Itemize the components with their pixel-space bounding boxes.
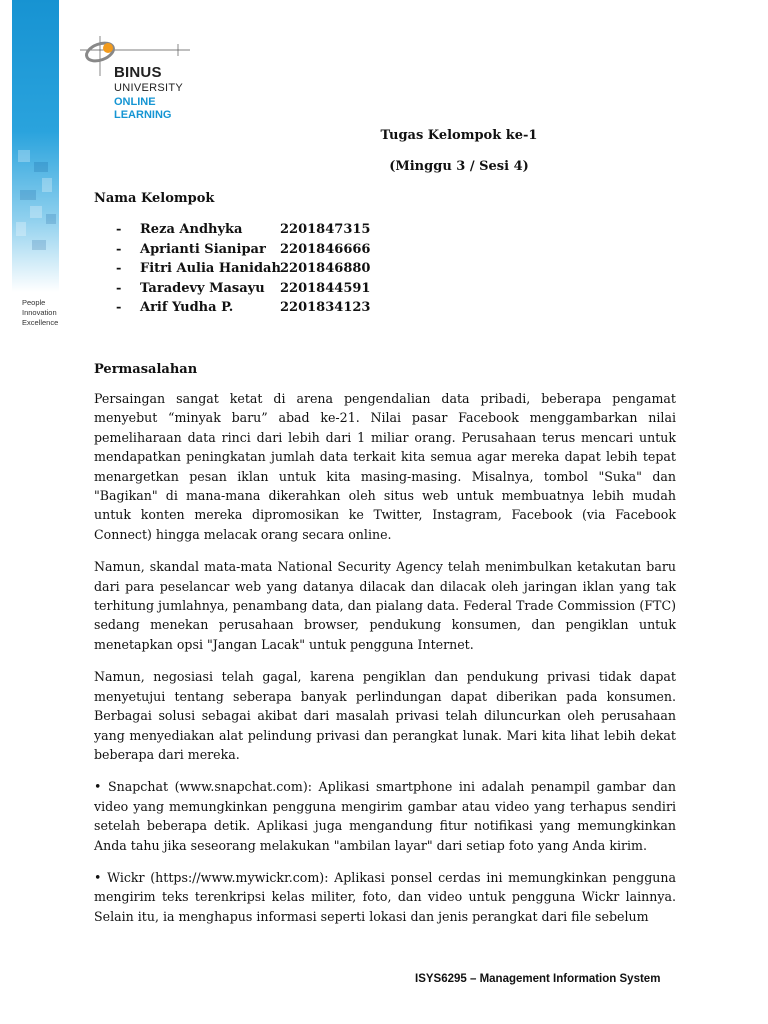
document-title: Tugas Kelompok ke-1 [380, 128, 538, 143]
member-id: 2201847315 [280, 222, 371, 237]
paragraph: Namun, skandal mata-mata National Security Agency telah menimbulkan ketakutan baru dari para peselancar web yang datanya dilacak dan dilacak oleh jaringan iklan yang tak terhitung jumlahnya, penambang data, dan pialang data. Federal Trade Commission (FTC) sedang menekan perusahaan browser, pendukung konsumen, dan pengiklan untuk menetapkan opsi "Jangan Lacak" untuk pengguna Internet. [94, 559, 676, 652]
member-row: - Arif Yudha P. 2201834123 [116, 300, 371, 315]
paragraph: Persaingan sangat ketat di arena pengendalian data pribadi, beberapa pengamat menyebut “minyak baru” abad ke-21. Nilai pasar Facebook menggambarkan nilai pemeliharaan data rinci dari lebih dari 1 miliar orang. Perusahaan terus mencari untuk mendapatkan peningkatan jumlah data terkait kita semua agar mereka dapat lebih tepat menargetkan pesan iklan untuk kita masing-masing. Misalnya, tombol "Suka" dan "Bagikan" di mana-mana dikerahkan oleh situs web untuk membuatnya lebih mudah untuk konten mereka dipromosikan ke Twitter, Instagram, Facebook (via Facebook Connect) hingga melacak orang secara online. [94, 391, 676, 542]
logo-university-text: UNIVERSITY [114, 82, 184, 94]
paragraph: • Snapchat (www.snapchat.com): Aplikasi smartphone ini adalah penampil gambar dan video yang memungkinkan pengguna mengirim gambar atau video yang terhapus sendiri setelah beberapa detik. Aplikasi juga mengandung fitur notifikasi yang memungkinkan Anda tahu jika seseorang melakukan "ambilan layar" dari setiap foto yang Anda kirim. [94, 779, 676, 853]
brand-sidebar-strip [12, 0, 59, 292]
footer-course: ISYS6295 – Management Information System [415, 973, 661, 985]
member-row: - Reza Andhyka 2201847315 [116, 222, 371, 237]
paragraph: Namun, negosiasi telah gagal, karena pengiklan dan pendukung privasi tidak dapat menyetujui tentang seberapa banyak perlindungan dapat diberikan pada konsumen. Berbagai solusi sebagai akibat dari masalah privasi telah diluncurkan oleh perusahaan yang menyediakan alat pelindung privasi dan perangkat lunak. Mari kita lihat lebih dekat beberapa dari mereka. [94, 669, 676, 762]
member-row: - Aprianti Sianipar 2201846666 [116, 241, 371, 257]
member-row: - Taradevy Masayu 2201844591 [116, 280, 371, 296]
member-id: 2201846880 [280, 261, 371, 276]
brand-tagline: People Innovation Excellence [22, 298, 59, 327]
group-label: Nama Kelompok [94, 191, 215, 206]
member-id: 2201834123 [280, 300, 371, 315]
member-row: - Fitri Aulia Hanidah2201846880 [116, 261, 371, 276]
member-name: Arif Yudha P. [140, 300, 234, 315]
document-subtitle: (Minggu 3 / Sesi 4) [389, 159, 529, 174]
logo-binus-text: BINUS [114, 64, 162, 81]
logo-online-text: ONLINE [114, 96, 156, 108]
paragraph: • Wickr (https://www.mywickr.com): Aplikasi ponsel cerdas ini memungkinkan pengguna mengirim teks terenkripsi kelas militer, foto, dan video untuk pengguna Wickr lainnya. Selain itu, ia menghapus informasi seperti lokasi dan jenis perangkat dari file sebelum [94, 869, 676, 924]
problem-body [94, 389, 676, 939]
member-list [116, 222, 370, 320]
binus-logo [78, 36, 193, 126]
member-name: Taradevy Masayu [140, 280, 265, 296]
member-id: 2201846666 [280, 241, 371, 257]
member-name: Aprianti Sianipar [140, 241, 266, 257]
logo-learning-text: LEARNING [114, 109, 172, 121]
member-id: 2201844591 [280, 280, 371, 296]
member-name: Reza Andhyka [140, 222, 243, 237]
member-name: Fitri Aulia Hanidah [140, 261, 281, 276]
problem-label: Permasalahan [94, 362, 198, 377]
